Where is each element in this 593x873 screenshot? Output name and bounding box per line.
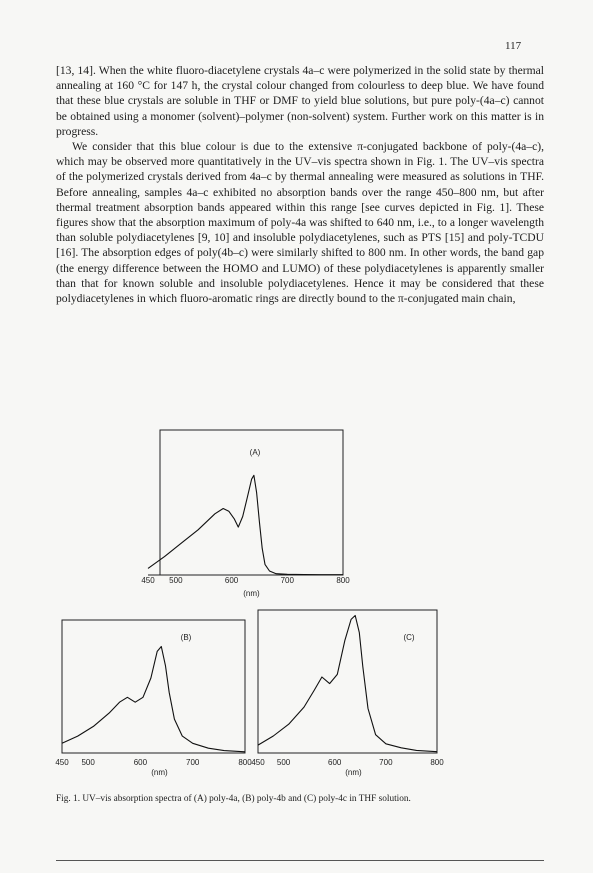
paragraph: We consider that this blue colour is due to the extensive π-conjugated backbone of poly-(4a–c), which may be observed more quantitatively in the UV–vis spectra shown in Fig. 1. The UV–vis spectra of the polymerized crystals derived from 4a–c by thermal annealing were measured as solutions in THF. Before annealing, samples 4a–c exhibited no absorption bands over the range 450–800 nm, but after thermal treatment absorption bands appeared within this range [see curves depicted in Fig. 1]. These figures show that the absorption maximum of poly-4a was shifted to 640 nm, i.e., to a longer wavelength than soluble polydiacetylenes [9, 10] and insoluble polydiacetylenes, such as PTS [15] and poly-TCDU [16]. The absorption edges of poly(4b–c) were similarly shifted to 800 nm. In other words, the band gap (the energy difference between the HOMO and LUMO) of these polydiacetylenes is apparently smaller than that for known soluble and insoluble polydiacetylenes. Hence it may be considered that these polydiacetylenes in which fluoro-aromatic rings are directly bound to the π-conjugated main chain, bbox=[56, 140, 544, 306]
x-axis-label: (nm) bbox=[243, 589, 260, 598]
figure-caption: Fig. 1. UV–vis absorption spectra of (A) poly-4a, (B) poly-4b and (C) poly-4c in THF solution. bbox=[56, 794, 411, 804]
x-tick-label: 500 bbox=[276, 758, 291, 767]
panel-label: (B) bbox=[180, 633, 192, 642]
x-tick-label: 700 bbox=[186, 758, 200, 767]
x-tick-label: 600 bbox=[133, 758, 148, 767]
footer-rule bbox=[56, 860, 544, 861]
panel-b bbox=[55, 620, 252, 777]
panel-label: (C) bbox=[403, 633, 415, 642]
x-tick-label: 700 bbox=[379, 758, 393, 767]
plot-frame bbox=[62, 620, 245, 753]
page-number: 117 bbox=[505, 40, 522, 52]
x-tick-label: 500 bbox=[169, 576, 183, 585]
x-tick-label: 450 bbox=[251, 758, 265, 767]
x-tick-label: 700 bbox=[280, 576, 294, 585]
x-tick-label: 500 bbox=[81, 758, 95, 767]
x-tick-label: 600 bbox=[328, 758, 342, 767]
panel-label: (A) bbox=[249, 448, 261, 457]
x-tick-label: 800 bbox=[238, 758, 252, 767]
x-tick-label: 800 bbox=[336, 576, 350, 585]
x-axis-label: (nm) bbox=[345, 768, 362, 777]
paragraph: [13, 14]. When the white fluoro-diacetylene crystals 4a–c were polymerized in the solid state by thermal annealing at 160 °C for 147 h, the crystal colour changed from colourless to deep blue. We have found that these blue crystals are soluble in THF or DMF to yield blue solutions, but pure poly-(4a–c) cannot be obtained using a monomer (solvent)–polymer (non-solvent) system. Further work on this matter is in progress. bbox=[56, 64, 544, 138]
spectrum-line bbox=[62, 647, 245, 752]
spectrum-line bbox=[148, 475, 343, 574]
panel-a bbox=[141, 430, 350, 598]
x-tick-label: 600 bbox=[224, 576, 239, 585]
x-tick-label: 450 bbox=[55, 758, 69, 767]
x-axis-label: (nm) bbox=[151, 768, 168, 777]
panel-c bbox=[251, 610, 444, 777]
x-tick-label: 800 bbox=[430, 758, 444, 767]
x-tick-label: 450 bbox=[141, 576, 155, 585]
